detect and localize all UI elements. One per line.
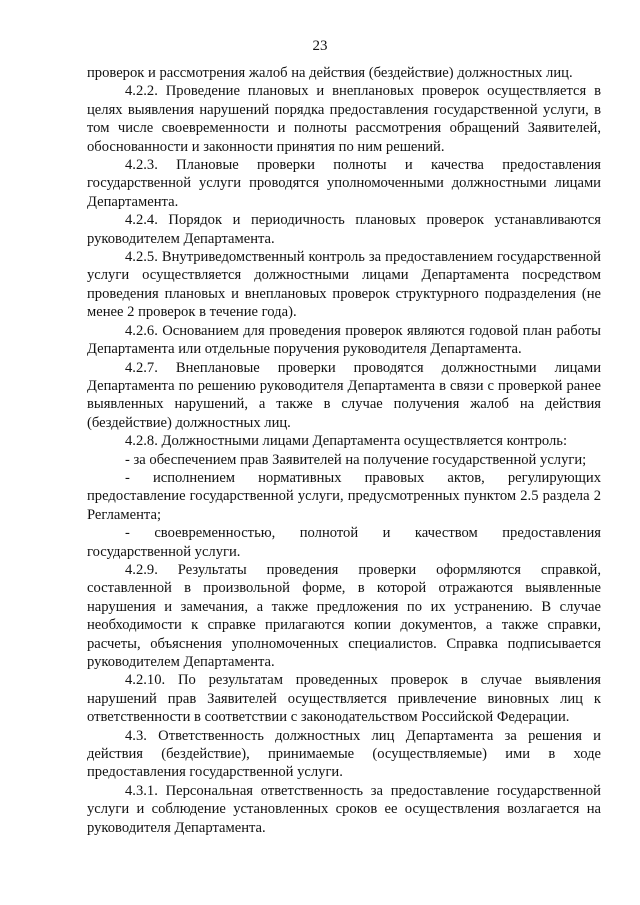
paragraph-4-3-1: 4.3.1. Персональная ответственность за предоставление государственной услуги и соблюдение установленных сроков ее осуществления возлагается на руководителя Департамента.	[87, 782, 601, 836]
paragraph-4-2-8: 4.2.8. Должностными лицами Департамента осуществляется контроль:	[125, 433, 568, 450]
list-item-normative-acts: - исполнением нормативных правовых актов, регулирующих предоставление государственной услуги, предусмотренных пунктом 2.5 раздела 2 Регламента;	[87, 469, 601, 523]
list-item-rights: - за обеспечением прав Заявителей на получение государственной услуги;	[125, 451, 587, 468]
paragraph-4-2-2: 4.2.2. Проведение плановых и внеплановых проверок осуществляется в целях выявления нарушений порядка предоставления государственной услуги, в том числе своевременности и полноты рассмотрения обращений Заявителей, обоснованности и законности принятия по ним решений.	[87, 83, 601, 155]
page-number: 23	[312, 38, 328, 54]
paragraph-4-2-10: 4.2.10. По результатам проведенных проверок в случае выявления нарушений прав Заявителей осуществляется привлечение виновных лиц к ответственности в соответствии с законодательством Российской Федерации.	[87, 672, 601, 726]
paragraph-4-2-7: 4.2.7. Внеплановые проверки проводятся должностными лицами Департамента по решению руководителя Департамента в связи с проверкой ранее выявленных нарушений, а также в случае получения жалоб на действия (бездействие) должностных лиц.	[87, 359, 601, 431]
paragraph-4-3: 4.3. Ответственность должностных лиц Департамента за решения и действия (бездействие), принимаемые (осуществляемые) ими в ходе предоставления государственной услуги.	[87, 727, 601, 781]
paragraph-4-2-9: 4.2.9. Результаты проведения проверки оформляются справкой, составленной в произвольной форме, в которой отражаются выявленные нарушения и замечания, а также предложения по их устранению. В случае необходимости к справке прилагаются копии документов, а также справки, расчеты, объяснения уполномоченных специалистов. Справка подписывается руководителем Департамента.	[87, 561, 601, 670]
paragraph-4-2-4: 4.2.4. Порядок и периодичность плановых проверок устанавливаются руководителем Департамента.	[87, 212, 601, 247]
paragraph-4-2-6: 4.2.6. Основанием для проведения проверок являются годовой план работы Департамента или отдельные поручения руководителя Департамента.	[87, 322, 601, 358]
list-item-timeliness: - своевременностью, полнотой и качеством предоставления государственной услуги.	[87, 525, 601, 560]
paragraph-4-2-5: 4.2.5. Внутриведомственный контроль за предоставлением государственной услуги осуществляется должностными лицами Департамента посредством проведения плановых и внеплановых проверок структурного подразделения (не менее 2 проверок в течение года).	[87, 249, 601, 321]
paragraph-continuation: проверок и рассмотрения жалоб на действия (бездействие) должностных лиц.	[87, 65, 573, 81]
paragraph-4-2-3: 4.2.3. Плановые проверки полноты и качества предоставления государственной услуги проводятся уполномоченными должностными лицами Департамента.	[87, 157, 601, 210]
page-body	[87, 64, 601, 837]
